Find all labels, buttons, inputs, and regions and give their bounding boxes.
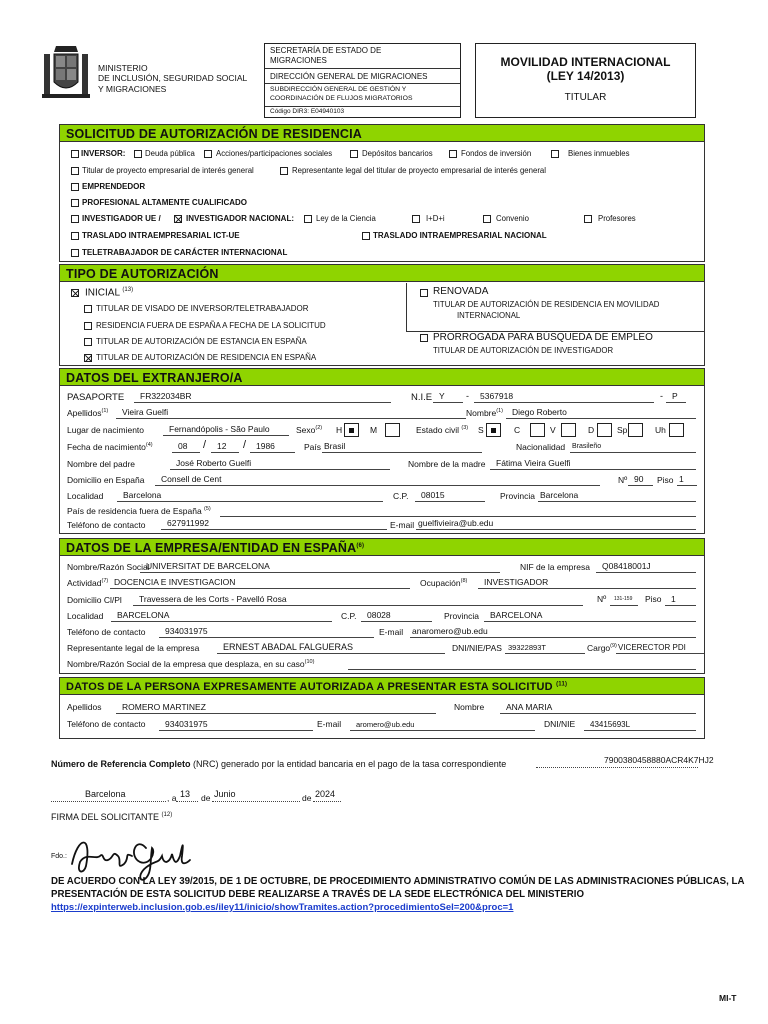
form-code: MI-T (719, 993, 737, 1003)
domicilio-label: Domicilio en España (67, 475, 145, 485)
renovada-label: RENOVADA (433, 286, 489, 297)
idi-checkbox[interactable] (412, 215, 420, 223)
estancia-checkbox[interactable] (84, 338, 92, 346)
cp-label: C.P. (393, 491, 409, 501)
firma-de-label-1: de (201, 793, 211, 803)
nif-label: NIF de la empresa (520, 562, 590, 572)
residencia-fuera-label: RESIDENCIA FUERA DE ESPAÑA A FECHA DE LA SOLICITUD (96, 321, 326, 330)
secretaria-line-1: SECRETARÍA DE ESTADO DE (270, 46, 382, 55)
form-subtitle: (LEY 14/2013) (546, 69, 625, 83)
domicilio-piso-field[interactable]: 1 (677, 474, 697, 486)
renovada-checkbox[interactable] (420, 289, 428, 297)
firma-label: FIRMA DEL SOLICITANTE $^{(12)}$ (51, 812, 173, 822)
titular-label: TITULAR (564, 92, 607, 103)
civil-c-box[interactable] (530, 423, 545, 437)
nrc-field[interactable] (536, 754, 714, 768)
convenio-label: Convenio (496, 214, 529, 223)
prorrogada-sub: TITULAR DE AUTORIZACIÓN DE INVESTIGADOR (433, 346, 614, 355)
traslado-nacional-label: TRASLADO INTRAEMPRESARIAL NACIONAL (373, 231, 547, 240)
nrc-label: Número de Referencia Completo (NRC) generado por la entidad bancaria en el pago de la tasa correspondiente (51, 759, 507, 769)
razon-social-label: Nombre/Razón Social (67, 562, 150, 572)
direccion-general: DIRECCIÓN GENERAL DE MIGRACIONES (270, 72, 428, 81)
lugar-nacimiento-field[interactable]: Fernandópolis - São Paulo (163, 424, 289, 436)
fondos-label: Fondos de inversión (461, 149, 532, 158)
nombre-label: Nombre$^{(1)}$ (466, 408, 503, 418)
empresa-desplaza-label: Nombre/Razón Social de la empresa que desplaza, en su caso$^{(10)}$ (67, 659, 315, 669)
domicilio-piso-label: Piso (657, 475, 674, 485)
emprendedor-checkbox[interactable] (71, 183, 79, 191)
empresa-provincia-field[interactable]: BARCELONA (484, 610, 696, 622)
teletrabajador-label: TELETRABAJADOR DE CARÁCTER INTERNACIONAL (82, 248, 288, 257)
investigador-ue-label: INVESTIGADOR UE / (82, 214, 161, 223)
padre-field[interactable]: José Roberto Guelfi (170, 458, 390, 470)
estancia-label: TITULAR DE AUTORIZACIÓN DE ESTANCIA EN ESPAÑA (96, 337, 307, 346)
fecha-anio-field[interactable]: 1986 (250, 441, 295, 453)
firma-anio-value: 2024 (315, 789, 336, 799)
domicilio-num-field[interactable]: 90 (628, 474, 653, 486)
civil-v-label: V (550, 425, 556, 435)
telefono-label: Teléfono de contacto (67, 520, 146, 530)
email-field[interactable]: guelfivieira@ub.edu (416, 518, 696, 530)
profesional-label: PROFESIONAL ALTAMENTE CUALIFICADO (82, 198, 248, 207)
domicilio-field[interactable]: Consell de Cent (155, 474, 600, 486)
investigador-nacional-checkbox[interactable] (174, 215, 182, 223)
civil-uh-box[interactable] (669, 423, 684, 437)
civil-c-label: C (514, 425, 521, 435)
civil-s-label: S (478, 425, 484, 435)
persona-section (59, 677, 705, 739)
pais-label: País (304, 442, 322, 452)
nie-dash-2: - (660, 391, 663, 401)
empresa-localidad-label: Localidad (67, 611, 104, 621)
lugar-nacimiento-label: Lugar de nacimiento (67, 425, 145, 435)
profesional-checkbox[interactable] (71, 199, 79, 207)
razon-social-field[interactable]: UNIVERSITAT DE BARCELONA (140, 561, 500, 573)
madre-label: Nombre de la madre (408, 459, 486, 469)
persona-dni-field[interactable]: 43415693L (584, 719, 696, 731)
sexo-m-label: M (370, 425, 378, 435)
pasaporte-label: PASAPORTE (67, 392, 125, 403)
ley-ciencia-checkbox[interactable] (304, 215, 312, 223)
nombre-field[interactable]: Diego Roberto (506, 407, 696, 419)
depositos-label: Depósitos bancarios (362, 149, 433, 158)
form-title: MOVILIDAD INTERNACIONAL (500, 55, 671, 69)
renovada-sub-2: INTERNACIONAL (457, 311, 521, 320)
localidad-label: Localidad (67, 491, 104, 501)
subdireccion-line-2: COORDINACIÓN DE FLUJOS MIGRATORIOS (270, 95, 413, 102)
residencia-espana-label: TITULAR DE AUTORIZACIÓN DE RESIDENCIA EN ESPAÑA (96, 353, 317, 362)
residencia-fuera-checkbox[interactable] (84, 322, 92, 330)
localidad-field[interactable]: Barcelona (117, 490, 383, 502)
persona-apellidos-field[interactable]: ROMERO MARTINEZ (116, 702, 436, 714)
civil-d-label: D (588, 425, 595, 435)
coat-of-arms-icon (40, 44, 92, 104)
deuda-checkbox[interactable] (134, 150, 142, 158)
renovada-sub-1: TITULAR DE AUTORIZACIÓN DE RESIDENCIA EN MOVILIDAD (433, 300, 660, 309)
representante-label: Representante legal de la empresa (67, 643, 200, 653)
persona-heading: DATOS DE LA PERSONA EXPRESAMENTE AUTORIZADA A PRESENTAR ESTA SOLICITUD $^{(11)}$ (60, 678, 704, 695)
firma-de-label-2: de (302, 793, 312, 803)
cp-field[interactable]: 08015 (415, 490, 485, 502)
sexo-label: Sexo$^{(2)}$ (296, 425, 323, 435)
empresa-domicilio-label: Domicilio Cl/Pl (67, 595, 122, 605)
persona-telefono-label: Teléfono de contacto (67, 719, 146, 729)
titular-proyecto-label: Titular de proyecto empresarial de interés general (82, 166, 254, 175)
persona-telefono-field[interactable]: 934031975 (159, 719, 313, 731)
extranjero-heading: DATOS DEL EXTRANJERO/A (60, 369, 704, 386)
fecha-mes-field[interactable]: 12 (211, 441, 239, 453)
civil-sp-box[interactable] (628, 423, 643, 437)
empresa-provincia-label: Provincia (444, 611, 479, 621)
nie-control-field[interactable]: P (666, 391, 686, 403)
prorrogada-checkbox[interactable] (420, 334, 428, 342)
tipo-heading: TIPO DE AUTORIZACIÓN (60, 265, 704, 282)
fecha-dia-field[interactable]: 08 (172, 441, 200, 453)
representante-label: Representante legal del titular de proyecto empresarial de interés general (292, 166, 546, 175)
pais-residencia-label: País de residencia fuera de España $^{(5)}$ (67, 506, 211, 516)
ocupacion-field[interactable]: INVESTIGADOR (478, 577, 696, 589)
ocupacion-label: Ocupación$^{(8)}$ (420, 578, 468, 588)
solicitud-section (59, 124, 705, 262)
secretaria-box (264, 43, 461, 118)
nie-number-field[interactable]: 5367918 (474, 391, 654, 403)
traslado-nacional-checkbox[interactable] (362, 232, 370, 240)
empresa-dni-field[interactable]: 39322893T (505, 642, 585, 654)
profesores-label: Profesores (598, 214, 636, 223)
empresa-cp-label: C.P. (341, 611, 357, 621)
civil-uh-label: Uh (655, 425, 666, 435)
empresa-piso-label: Piso (645, 594, 662, 604)
investigador-ue-checkbox[interactable] (71, 215, 79, 223)
inversor-checkbox[interactable] (71, 150, 79, 158)
emprendedor-label: EMPRENDEDOR (82, 182, 146, 191)
nrc-value: 7900380458880ACR4K7HJ2 (604, 755, 714, 765)
civil-sp-label: Sp (617, 425, 628, 435)
persona-email-label: E-mail (317, 719, 342, 729)
acciones-checkbox[interactable] (204, 150, 212, 158)
cargo-label: Cargo$^{(9)}$ (587, 643, 617, 653)
civil-v-box[interactable] (561, 423, 576, 437)
teletrabajador-checkbox[interactable] (71, 249, 79, 257)
acciones-label: Acciones/participaciones sociales (216, 149, 333, 158)
fecha-nacimiento-label: Fecha de nacimiento$^{(4)}$ (67, 442, 153, 452)
ley-ciencia-label: Ley de la Ciencia (316, 214, 376, 223)
idi-label: I+D+i (426, 214, 445, 223)
fecha-slash-2: / (243, 439, 247, 451)
domicilio-num-label: Nº (618, 475, 628, 485)
persona-apellidos-label: Apellidos (67, 702, 102, 712)
firma-mes-value: Junio (214, 789, 236, 799)
persona-email-field[interactable]: aromero@ub.edu (350, 719, 535, 731)
visado-inversor-checkbox[interactable] (84, 305, 92, 313)
investigador-nacional-label: INVESTIGADOR NACIONAL: (186, 214, 294, 223)
firma-lugar-field[interactable] (51, 789, 166, 802)
fdo-label: Fdo.: (51, 853, 67, 860)
representante-field[interactable]: ERNEST ABADAL FALGUERAS (217, 642, 445, 654)
tipo-section (59, 264, 705, 366)
empresa-num-label: Nº (597, 594, 607, 604)
sexo-h-label: H (336, 425, 343, 435)
nie-dash-1: - (466, 391, 469, 401)
apellidos-label: Apellidos$^{(1)}$ (67, 408, 109, 418)
deuda-label: Deuda pública (145, 149, 195, 158)
empresa-email-field[interactable]: anaromero@ub.edu (410, 626, 696, 638)
legal-text-2: PRESENTACIÓN DE ESTA SOLICITUD DEBE REALIZARSE A TRAVÉS DE LA SEDE ELECTRÓNICA DEL MINISTERIO (51, 889, 585, 900)
inversor-label: INVERSOR: (81, 149, 126, 158)
pais-residencia-field[interactable] (220, 505, 696, 517)
firma-mes-field[interactable] (212, 789, 300, 802)
profesores-checkbox[interactable] (584, 215, 592, 223)
empresa-telefono-field[interactable]: 934031975 (159, 626, 374, 638)
persona-dni-label: DNI/NIE (544, 719, 576, 729)
fecha-slash-1: / (203, 439, 207, 451)
persona-nombre-field[interactable]: ANA MARIA (500, 702, 696, 714)
sexo-m-box[interactable] (385, 423, 400, 437)
estado-civil-label: Estado civil $^{(3)}$ (416, 425, 469, 435)
convenio-checkbox[interactable] (483, 215, 491, 223)
empresa-telefono-label: Teléfono de contacto (67, 627, 146, 637)
firma-dia-field[interactable] (176, 789, 198, 802)
ministry-line-1: MINISTERIO (98, 63, 148, 73)
sexo-h-box[interactable] (344, 423, 359, 437)
firma-lugar-value: Barcelona (85, 789, 126, 799)
ministry-line-2: DE INCLUSIÓN, SEGURIDAD SOCIAL (98, 73, 248, 83)
empresa-email-label: E-mail (379, 627, 404, 637)
empresa-desplaza-field[interactable] (348, 658, 696, 670)
title-box (475, 43, 696, 118)
civil-d-box[interactable] (597, 423, 612, 437)
subdireccion-line-1: SUBDIRECCIÓN GENERAL DE GESTIÓN Y (270, 86, 407, 93)
legal-text-1: DE ACUERDO CON LA LEY 39/2015, DE 1 DE OCTUBRE, DE PROCEDIMIENTO ADMINISTRATIVO COMÚN DE LAS ADMINISTRACIONES PÚBLICAS, LA (51, 876, 745, 887)
inicial-checkbox[interactable] (71, 289, 79, 297)
traslado-ict-checkbox[interactable] (71, 232, 79, 240)
apellidos-field[interactable]: Vieira Guelfi (116, 407, 466, 419)
firma-a-label: , a (167, 793, 177, 803)
sede-electronica-link[interactable]: https://expinterweb.inclusion.gob.es/iley11/inicio/showTramites.action?procedimientoSel=200&proc=1 (51, 902, 514, 913)
visado-inversor-label: TITULAR DE VISADO DE INVERSOR/TELETRABAJADOR (96, 304, 309, 313)
provincia-field[interactable]: Barcelona (538, 490, 696, 502)
inicial-label: INICIAL $^{(13)}$ (85, 287, 134, 299)
titular-proyecto-checkbox[interactable] (71, 167, 79, 175)
secretaria-line-2: MIGRACIONES (270, 56, 327, 65)
nacionalidad-field[interactable]: Brasileño (570, 441, 696, 453)
provincia-label: Provincia (500, 491, 535, 501)
empresa-localidad-field[interactable]: BARCELONA (111, 610, 332, 622)
madre-field[interactable]: Fátima Vieira Guelfi (490, 458, 696, 470)
empresa-cp-field[interactable]: 08028 (361, 610, 432, 622)
pais-field[interactable]: Brasil (322, 441, 482, 453)
empresa-section (59, 538, 705, 674)
ministry-line-3: Y MIGRACIONES (98, 84, 167, 94)
empresa-num-field[interactable]: 131-159 (610, 594, 638, 606)
pasaporte-field[interactable]: FR322034BR (134, 391, 391, 403)
padre-label: Nombre del padre (67, 459, 136, 469)
firma-dia-value: 13 (180, 789, 191, 799)
nie-letter-field[interactable]: Y (433, 391, 463, 403)
residencia-espana-checkbox[interactable] (84, 354, 92, 362)
nie-label: N.I.E (411, 392, 433, 403)
traslado-ict-label: TRASLADO INTRAEMPRESARIAL ICT-UE (82, 231, 240, 240)
telefono-field[interactable]: 627911992 (161, 518, 387, 530)
cargo-field[interactable]: VICERECTOR PDI (616, 642, 704, 654)
actividad-field[interactable]: DOCENCIA E INVESTIGACION (110, 577, 410, 589)
fondos-checkbox[interactable] (449, 150, 457, 158)
inmuebles-label: Bienes inmuebles (568, 149, 630, 158)
empresa-domicilio-field[interactable]: Travessera de les Corts - Pavelló Rosa (133, 594, 583, 606)
nif-field[interactable]: Q08418001J (596, 561, 696, 573)
firma-anio-field[interactable] (313, 789, 341, 802)
empresa-dni-label: DNI/NIE/PAS (452, 643, 502, 653)
empresa-heading: DATOS DE LA EMPRESA/ENTIDAD EN ESPAÑA$^{(6)}$ (60, 539, 704, 556)
extranjero-section (59, 368, 705, 534)
representante-checkbox[interactable] (280, 167, 288, 175)
inmuebles-checkbox[interactable] (551, 150, 559, 158)
empresa-piso-field[interactable]: 1 (665, 594, 696, 606)
persona-nombre-label: Nombre (454, 702, 485, 712)
email-label: E-mail (390, 520, 415, 530)
civil-s-box[interactable] (486, 423, 501, 437)
actividad-label: Actividad$^{(7)}$ (67, 578, 109, 588)
depositos-checkbox[interactable] (350, 150, 358, 158)
nacionalidad-label: Nacionalidad (516, 442, 566, 452)
prorrogada-label: PRORROGADA PARA BÚSQUEDA DE EMPLEO (433, 332, 653, 343)
solicitud-heading: SOLICITUD DE AUTORIZACIÓN DE RESIDENCIA (60, 125, 704, 142)
codigo-dir3: Código DIR3: E04940103 (270, 108, 345, 115)
